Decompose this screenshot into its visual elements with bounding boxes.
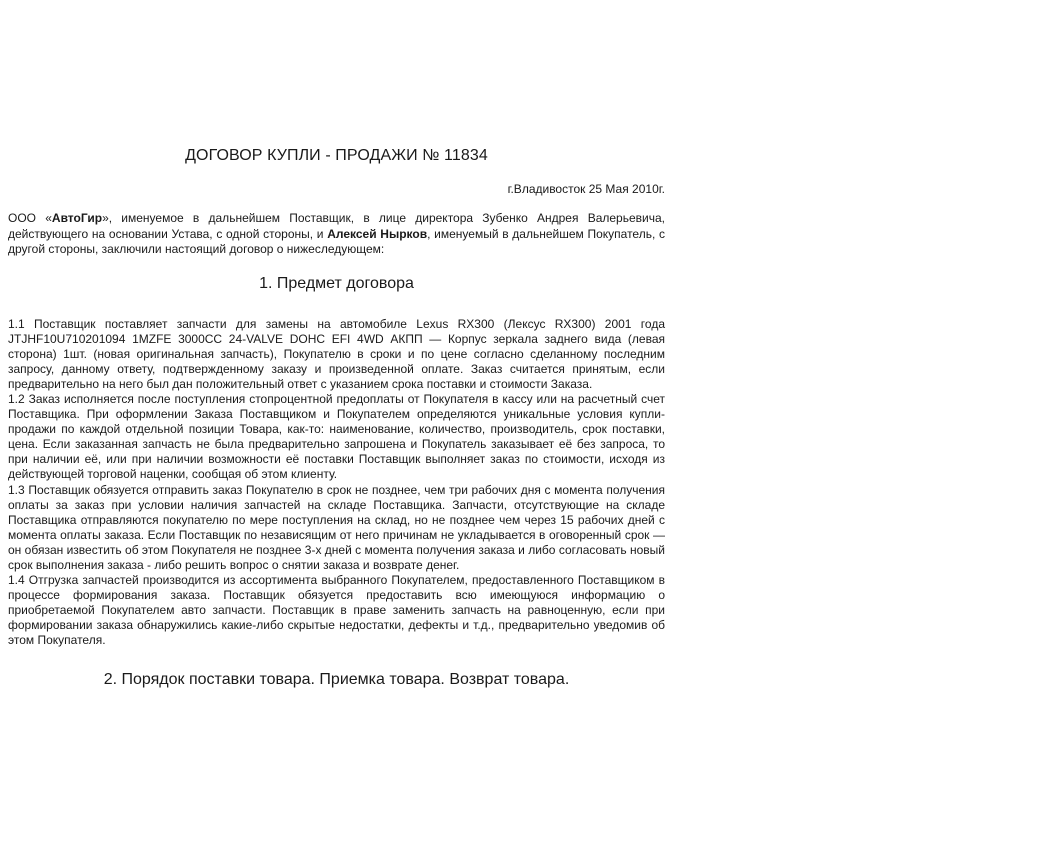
supplier-name: АвтоГир: [51, 211, 103, 225]
clause-1-2: 1.2 Заказ исполняется после поступления стопроцентной предоплаты от Покупателя в кассу или на расчетный счет Поставщика. При оформлении Заказа Поставщиком и Покупателем определяются уникальные условия купли-продажи по каждой отдельной позиции Товара, как-то: наименование, количество, производитель, срок поставки, цена. Если заказанная запчасть не была предварительно запрошена и Покупатель заказывает её без запроса, то при наличии её, или при наличии возможности её поставки Поставщик выполняет заказ по стоимости, исходя из действующей торговой наценки, сообщая об этом клиенту.: [8, 392, 665, 482]
buyer-name: Алексей Нырков: [327, 226, 428, 241]
section-1-heading: 1. Предмет договора: [259, 275, 414, 292]
section-1-clauses: [8, 317, 665, 648]
parties-text-3: , именуемый в дальнейшем Покупатель, с другой стороны, заключили настоящий договор о нижеследующем:: [8, 226, 665, 256]
parties-text-2: », именуемое в дальнейшем Поставщик, в лице директора Зубенко Андрея Валерьевича, действующего на основании Устава, с одной стороны, и: [8, 211, 665, 241]
parties-paragraph: [8, 211, 665, 258]
contract-title: ДОГОВОР КУПЛИ - ПРОДАЖИ № 11834: [185, 147, 488, 164]
clause-1-1: 1.1 Поставщик поставляет запчасти для замены на автомобиле Lexus RX300 (Лексус RX300) 2001 года JTJHF10U710201094 1MZFE 3000CC 24-VALVE DOHC EFI 4WD АКПП — Корпус зеркала заднего вида (левая сторона) 1шт. (новая оригинальная запчасть), Покупателю в сроки и по цене согласно сделанному последним запросу, данному ответу, подтвержденному заказу и произведенной оплате. Заказ считается принятым, если предварительно на него был дан положительный ответ с указанием срока поставки и стоимости Заказа.: [8, 317, 665, 392]
section-2-heading: 2. Порядок поставки товара. Приемка товара. Возврат товара.: [103, 671, 570, 688]
parties-text-1: ООО «: [8, 211, 52, 225]
clause-1-3: 1.3 Поставщик обязуется отправить заказ Покупателю в срок не позднее, чем три рабочих дня с момента получения оплаты за заказ при условии наличия запчастей на складе Поставщика. Запчасти, отсутствующие на складе Поставщика отправляются покупателю по мере поступления на склад, но не позднее чем через 15 рабочих дней с момента оплаты заказа. Если Поставщик по независящим от него причинам не укладывается в оговоренный срок — он обязан известить об этом Покупателя не позднее 3-х дней с момента получения заказа и либо согласовать новый срок выполнения заказа - либо решить вопрос о снятии заказа и возврате денег.: [8, 482, 665, 572]
contract-date-place: г.Владивосток 25 Мая 2010г.: [507, 182, 665, 196]
contract-document: [8, 0, 665, 842]
clause-1-4: 1.4 Отгрузка запчастей производится из ассортимента выбранного Покупателем, предоставленного Поставщиком в процессе формирования заказа. Поставщик обязуется предоставить всю имеющуюся информацию о приобретаемой Покупателем авто запчасти. Поставщик в праве заменить запчасть на равноценную, если при формировании заказа обнаружились какие-либо скрытые недостатки, дефекты и т.д., предварительно уведомив об этом Покупателя.: [8, 572, 665, 647]
